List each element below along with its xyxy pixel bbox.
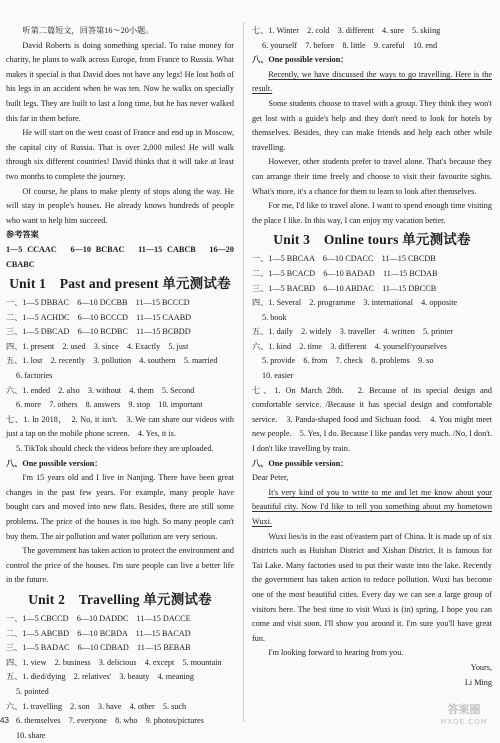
watermark-line1: 答案圈 [447, 703, 481, 716]
unit2-essay-underlined: Recently, we have discussed the ways to go travelling. Here is the result. [252, 69, 492, 94]
unit2-essay-paragraph: However, other students prefer to travel alone. That's because they can arrange their time freely and choose to visit their favourite sights. What's more, it's a chance for them to learn to look after themselves. [252, 157, 492, 196]
unit1-essay-paragraph: I'm 15 years old and I live in Nanjing. There have been great changes in the past few years. For example, many people have bought cars and moved into new flats. Besides, there are still some problems. The price of the houses is too high. So many people can't buy them. The air pollution and water pollution are very serious. [6, 473, 234, 541]
unit2-essay-paragraph: For me, I'd like to travel alone. I want to spend enough time visiting the place I like. In this way, I can enjoy my vacation better. [252, 201, 492, 225]
unit3-answer-line: 四、1. Several 2. programme 3. international 4. opposite [252, 298, 458, 308]
unit1-answer-line: 一、1—5 DBBAC 6—10 DCCBB 11—15 BCCCD [6, 298, 190, 308]
letter-signature: Li Ming [464, 677, 492, 687]
letter-paragraph: Wuxi lies/is in the east of/eastern part of China. It is made up of six districts such as Huishan District and Xishan District. It is famous for Tai Lake. Many factories used to put their waste into the lake. Recently the government has taken action to reduce pollution. Wuxi has become one of the most beautiful cities. Every day we can see a large group of visitors here. The best time to visit Wuxi is (in) spring. I hope you can come and visit soon. I'll show you around it. I'm sure you'll have great fun. [252, 531, 492, 643]
listening-passage-paragraph: Of course, he plans to make plenty of stops along the way. He will stay in people's houses. He already knows hundreds of people who want to help him succeed. [6, 186, 234, 225]
unit2-answer-line: 六、1. travelling 2. son 3. have 4. other 5. such [6, 701, 187, 711]
unit2-possible-version: 八、One possible version： [252, 55, 349, 65]
unit3-answer-line: 三、1—5 BACBD 6—10 ABDAC 11—15 DBCCB [252, 283, 437, 293]
letter-paragraph: I'm looking forward to hearing from you. [268, 648, 404, 658]
letter-closing: Yours, [470, 662, 492, 672]
unit1-answer-line: 5. TikTok should check the videos before they are uploaded. [16, 444, 214, 454]
letter-underlined: It's very kind of you to write to me and let me know about your beautiful city. Now I'd like to tell you something about my hometown Wuxi. [252, 487, 492, 526]
unit1-possible-version: 八、One possible version： [6, 458, 103, 468]
unit2-answer-line: 四、1. view 2. business 3. delicious 4. except 5. mountain [6, 657, 222, 667]
unit3-answer-line: 二、1—5 BCACD 6—10 BADAD 11—15 BCDAB [252, 268, 438, 278]
listening-passage-paragraph: David Roberts is doing something special. To raise money for charity, he plans to walk across Europe, from France to Russia. What makes it special is that David does not have any legs! He lost both of his legs in an accident when he was ten. Now he walks on specially built legs. They are built to last a long time, but he has never walked this far in them before. [6, 40, 234, 123]
unit1-answer-line: 二、1—5 ACHDC 6—10 BCCCD 11—15 CAABD [6, 312, 192, 322]
unit1-answer-line: 6. more 7. others 8. answers 9. stop 10. important [16, 400, 203, 410]
unit2-answer-line: 5. pointed [16, 686, 49, 696]
unit2-answer-line: 二、1—5 ABCBD 6—10 BCBDA 11—15 BACAD [6, 628, 191, 638]
unit2-answer-line: 10. share [16, 730, 46, 740]
unit2-answer-line: 6. themselves 7. everyone 8. who 9. photos/pictures [16, 716, 204, 726]
unit1-essay-paragraph: The government has taken action to protect the environment and control the price of the houses. I'm sure people can live a better life in the future. [6, 546, 234, 585]
unit2-title: Unit 2 Travelling 单元测试卷 [28, 591, 212, 607]
unit1-answer-line: 6. factories [16, 371, 53, 381]
unit1-answer-line: 七、1. In 2018， 2. No, it isn't. 3. We can share our videos with just a tap on the mobile phone screen. 4. Yes, it is. [6, 414, 234, 439]
unit1-answer-line: 四、1. present 2. used 3. since 4. Exactly 5. just [6, 341, 189, 351]
page-number: 43 [0, 716, 9, 725]
right-column [252, 24, 492, 690]
unit1-answer-line: 五、1. lost 2. recently 3. pollution 4. southern 5. married [6, 356, 218, 366]
answers-heading: 参考答案 [6, 230, 39, 240]
answers-line: 1—5 CCAAC 6—10 BCBAC 11—15 CABCB 16—20 CBABC [6, 244, 234, 269]
watermark-line2: MXQE.COM [440, 718, 488, 726]
unit3-title: Unit 3 Online tours 单元测试卷 [273, 232, 471, 248]
letter-greeting: Dear Peter, [252, 473, 289, 483]
unit1-answer-line: 三、1—5 DBCAD 6—10 BCDBC 11—15 BCBDD [6, 327, 191, 337]
unit3-answer-line: 七、1. On March 28th. 2. Because of its special design and comfortable service. /Because it has special design and comfortable service. 3. Panda-shaped food and Sichuan food. 4. You might meet new people. 5. Yes, I do. Because I like pandas very much. /No, I don't. I don't like travelling by train. [252, 385, 492, 454]
unit2-essay-paragraph: Some students choose to travel with a group. They think they won't get lost with a guide's help and they don't need to look for hotels by themselves. Besides, they can make friends and help each other while travelling. [252, 98, 492, 152]
unit3-answer-line: 一、1—5 BBCAA 6—10 CDACC 11—15 CBCDB [252, 254, 436, 264]
site-watermark [432, 703, 496, 733]
unit1-title: Unit 1 Past and present 单元测试卷 [9, 276, 231, 292]
unit3-answer-line: 5. book [262, 312, 287, 322]
listening-intro: 听第二篇短文，回答第16～20小题。 [22, 26, 154, 35]
unit3-possible-version: 八、One possible version： [252, 458, 349, 468]
left-column [6, 24, 234, 743]
unit1-answer-line: 六、1. ended 2. also 3. without 4. them 5. Second [6, 385, 195, 395]
unit3-answer-line: 六、1. kind 2. time 3. different 4. yourself/yourselves [252, 341, 447, 351]
unit3-answer-line: 10. easier [262, 371, 294, 381]
column-divider [243, 22, 244, 722]
unit3-answer-line: 5. provide 6. from 7. check 8. problems 9. so [262, 356, 434, 366]
unit2-answer-line: 一、1—5 CBCCD 6—10 DADDC 11—15 DACCE [6, 613, 191, 623]
unit3-answer-line: 五、1. daily 2. widely 3. traveller 4. written 5. printer [252, 327, 454, 337]
unit2-answer-line: 七、1. Winter 2. cold 3. different 4. sure 5. skiing [252, 26, 441, 35]
unit2-answer-line: 6. yourself 7. before 8. little 9. careful 10. end [262, 40, 438, 50]
unit2-answer-line: 三、1—5 BADAC 6—10 CDBAD 11—15 BEBAB [6, 643, 191, 653]
unit2-answer-line: 五、1. died/dying 2. relatives' 3. beauty 4. meaning [6, 672, 194, 682]
listening-passage-paragraph: He will start on the west coast of France and end up in Moscow, the capital city of Russia. That is over 2,000 miles! He will walk through six different countries! David thinks that it will take at least two months to complete the journey. [6, 128, 234, 181]
